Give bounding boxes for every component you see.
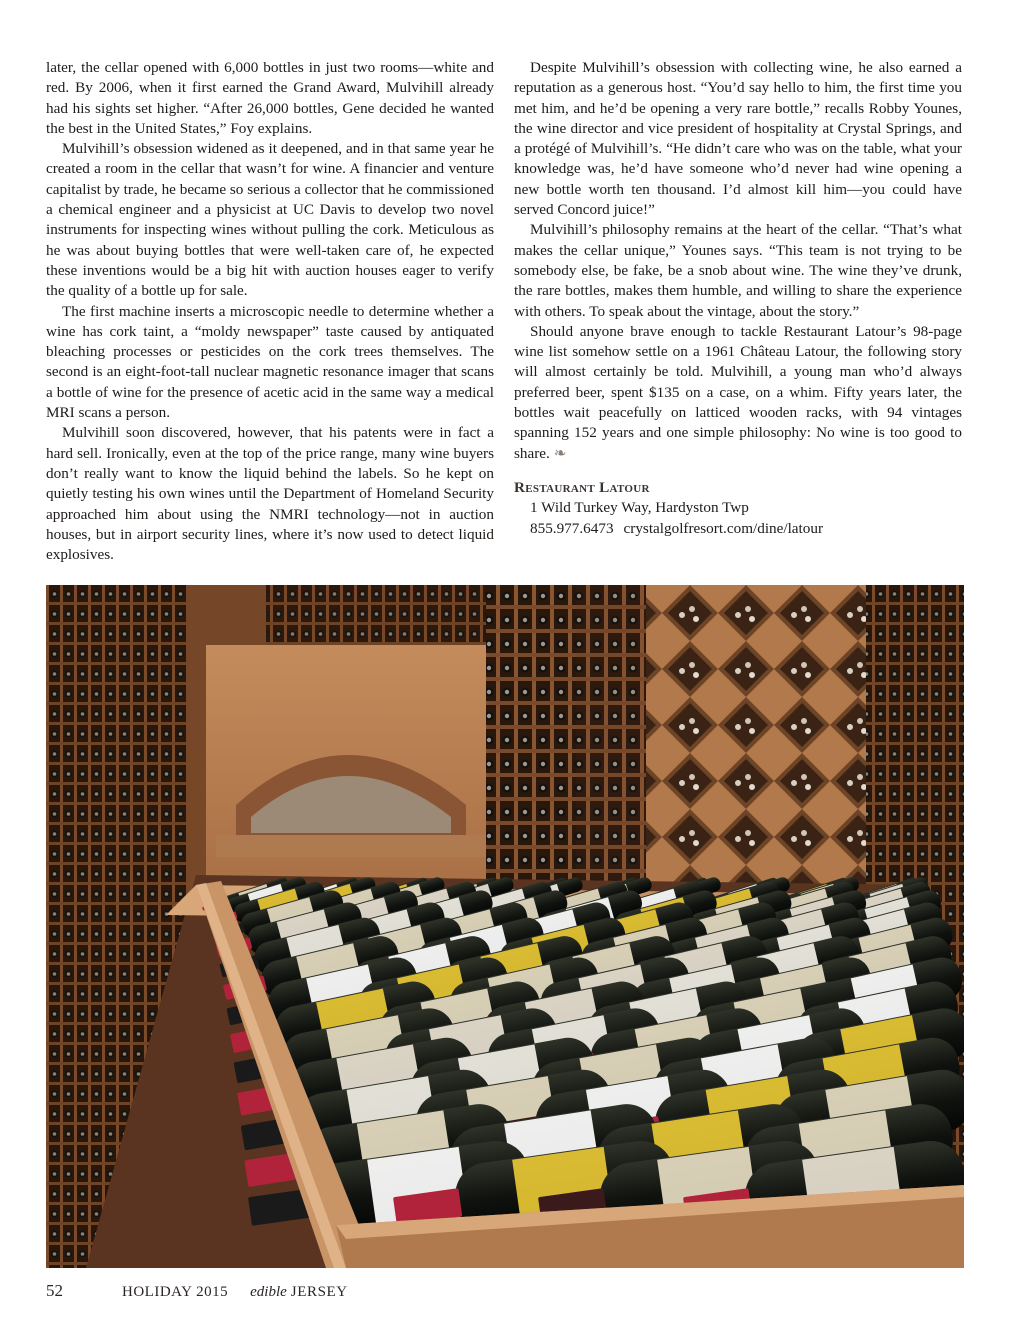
wine-cellar-illustration [46, 585, 964, 1268]
issue-label: HOLIDAY 2015 [122, 1284, 229, 1300]
left-column [46, 58, 494, 565]
article-paragraph: The first machine inserts a microscopic needle to determine whether a wine has cork taint, a “moldy newspaper” taste caused by antiquated bleaching processes or pesticides on the cork trees themselves. The second is an eight-foot-tall nuclear magnetic resonance imager that scans a bottle of wine for the presence of acetic acid in the same way a medical MRI scans a person. [46, 302, 494, 422]
restaurant-address: 1 Wild Turkey Way, Hardyston Twp [530, 499, 749, 517]
restaurant-url[interactable]: crystalgolfresort.com/dine/latour [623, 519, 824, 537]
page-footer [46, 1281, 348, 1305]
end-mark-icon: ❧ [553, 445, 567, 462]
restaurant-contact [514, 519, 962, 539]
magazine-name: JERSEY [290, 1284, 348, 1300]
article-paragraph: Mulvihill’s philosophy remains at the heart of the cellar. “That’s what makes the cellar unique,” Younes says. “This team is not trying to be somebody else, be fake, be a snob about wine. The wine they’ve drunk, the rare bottles, makes them humble, and willing to share the experience with others. To speak about the vintage, about the story.” [514, 221, 962, 320]
article-paragraph: later, the cellar opened with 6,000 bottles in just two rooms—white and red. By 2006, when it first earned the Grand Award, Mulvihill already had his sights set higher. “After 26,000 bottles, Gene decided he wanted the best in the United States,” Foy explains. [46, 59, 494, 137]
restaurant-name: Restaurant Latour [514, 478, 650, 496]
article-paragraph: Despite Mulvihill’s obsession with collecting wine, he also earned a reputation as a generous host. “You’d say hello to him, the first time you met him, and he’d be opening a very rare bottle,” recalls Robby Younes, the wine director and vice president of hospitality at Crystal Springs, and a protégé of Mulvihill’s. “He didn’t care who was on the table, what your knowledge was, he’d have someone who’d never had wine opening a new bottle worth ten thousand. I’d almost kill him—you could have served Concord juice!” [514, 59, 962, 219]
article-paragraph: Mulvihill soon discovered, however, that his patents were in fact a hard sell. Ironically, even at the top of the price range, many wine buyers don’t really want to know the liquid behind the labels. So he kept on quietly testing his own wines until the Department of Homeland Security approached him about using the NMRI technology—not in auction houses, but in airport security lines, where it’s now used to detect liquid explosives. [46, 424, 494, 564]
wine-cellar-photo [46, 585, 964, 1268]
article-paragraph: Mulvihill’s obsession widened as it deepened, and in that same year he created a room in the cellar that wasn’t for wine. A financier and venture capitalist by trade, he became so serious a collector that he commissioned a chemical engineer and a physicist at UC Davis to develop two novel instruments for inspecting wines without pulling the cork. Meticulous as he was about buying bottles that were well-taken care of, he expected these inventions would be a big hit with auction houses eager to verify the quality of a bottle up for sale. [46, 140, 494, 300]
article-paragraph [514, 322, 962, 464]
restaurant-phone: 855.977.6473 [530, 519, 614, 537]
right-column [514, 58, 962, 539]
article-paragraph-text: Should anyone brave enough to tackle Restaurant Latour’s 98-page wine list somehow settle on a 1961 Château Latour, the following story will almost certainly be told. Mulvihill, a young man who’d always preferred beer, spent $135 on a case, on a whim. Fifty years later, the bottles wait peacefully on latticed wooden racks, with 94 vintages spanning 152 years and one simple philosophy: No wine is too good to share. [514, 322, 962, 462]
restaurant-info [514, 478, 962, 539]
page-number: 52 [46, 1281, 63, 1300]
magazine-name-italic: edible [250, 1284, 287, 1300]
